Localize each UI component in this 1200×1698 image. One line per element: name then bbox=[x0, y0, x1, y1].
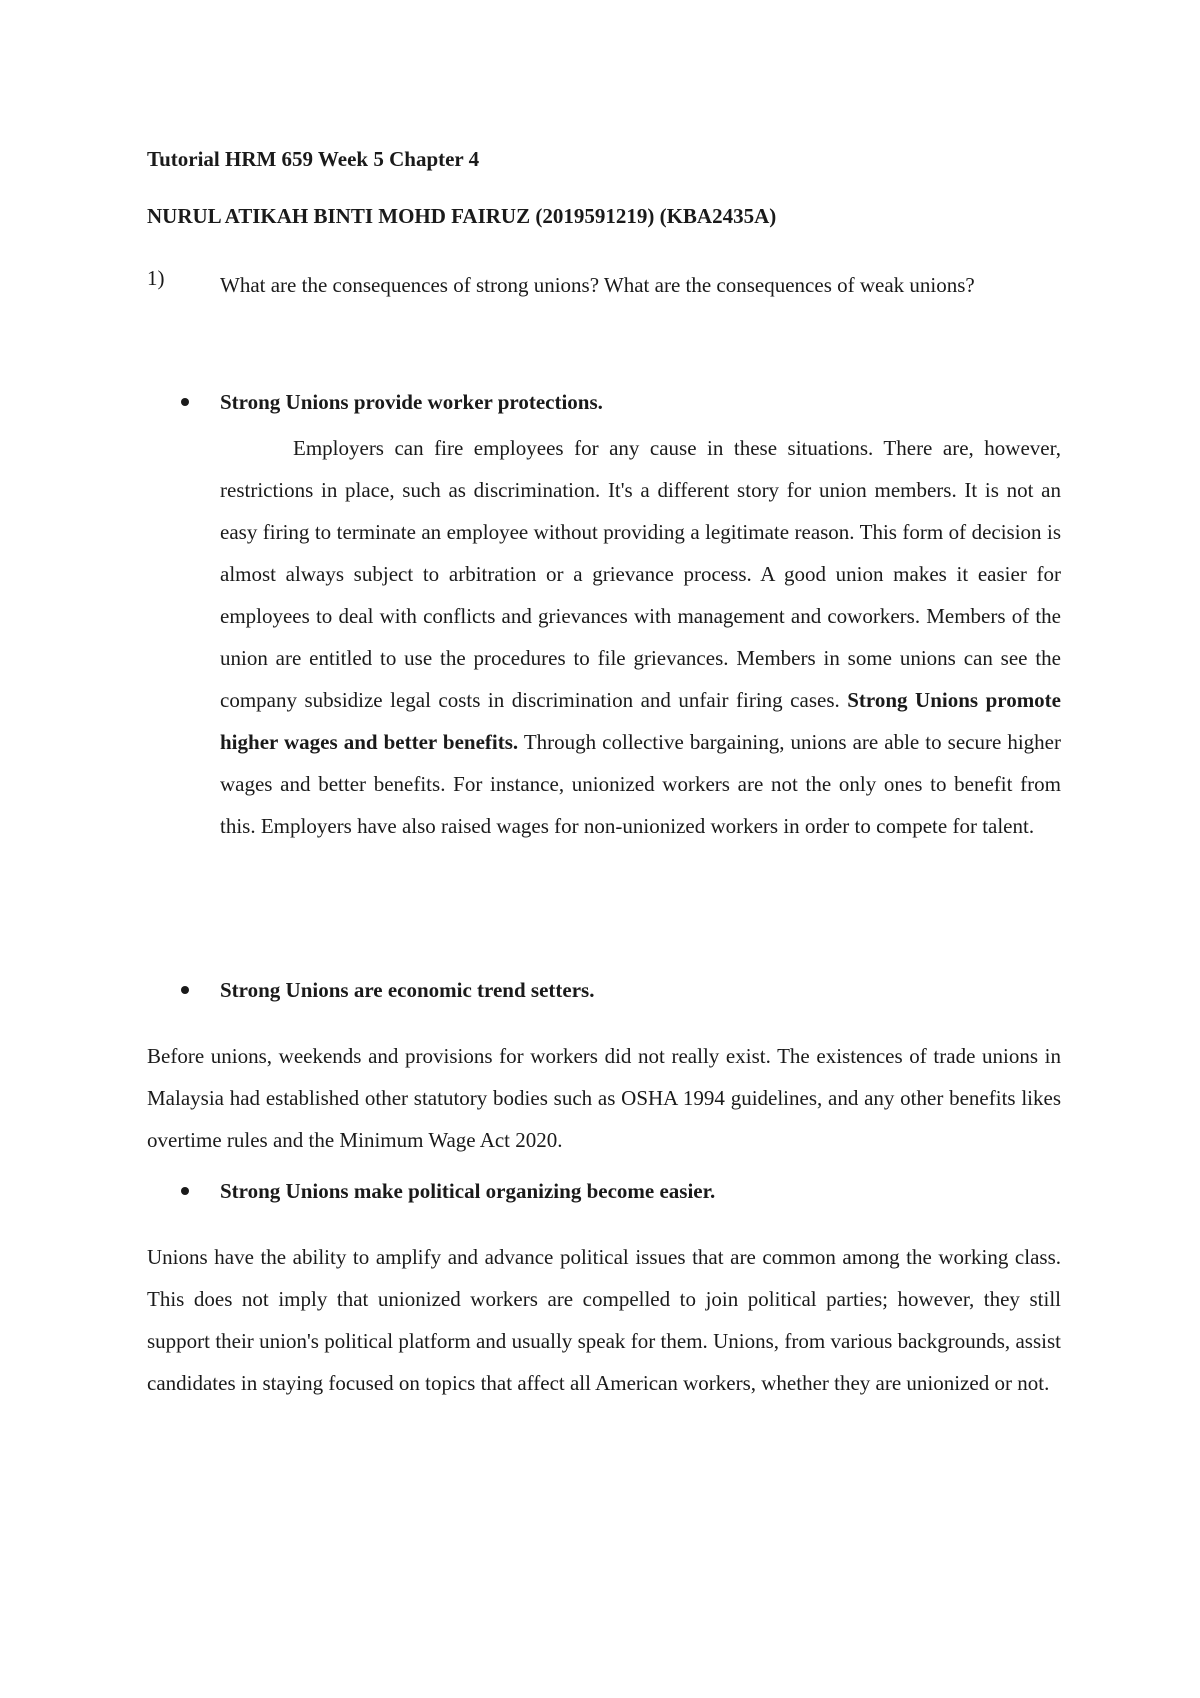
document-title: Tutorial HRM 659 Week 5 Chapter 4 bbox=[147, 147, 480, 171]
question-text: What are the consequences of strong unions? What are the consequences of weak unions? bbox=[220, 273, 975, 297]
section-body-political-organizing: Unions have the ability to amplify and advance political issues that are common among the working class. This does not imply that unionized workers are compelled to join political parties; however, they still support their union's political platform and usually speak for them. Unions, from various backgrounds, assist candidates in staying focused on topics that affect all American workers, whether they are unionized or not. bbox=[147, 1245, 1061, 1395]
section-body-text: Employers can fire employees for any cause in these situations. There are, however, restrictions in place, such as discrimination. It's a different story for union members. It is not an easy firing to terminate an employee without providing a legitimate reason. This form of decision is almost always subject to arbitration or a grievance process. A good union makes it easier for employees to deal with conflicts and grievances with management and coworkers. Members of the union are entitled to use the procedures to file grievances. Members in some unions can see the company subsidize legal costs in discrimination and unfair firing cases. bbox=[220, 436, 1061, 712]
question-number: 1) bbox=[147, 266, 165, 290]
bullet-icon bbox=[181, 398, 189, 406]
section-body-worker-protections bbox=[220, 427, 1061, 847]
section-heading-economic-trend-setters: Strong Unions are economic trend setters. bbox=[220, 978, 595, 1002]
section-heading-political-organizing: Strong Unions make political organizing become easier. bbox=[220, 1179, 716, 1203]
bullet-icon bbox=[181, 986, 189, 994]
author-line: NURUL ATIKAH BINTI MOHD FAIRUZ (2019591219) (KBA2435A) bbox=[147, 204, 777, 228]
bullet-icon bbox=[181, 1187, 189, 1195]
section-body-text: Through collective bargaining, unions are able to secure higher wages and better benefits. For instance, unionized workers are not the only ones to benefit from this. Employers have also raised wages for non-unionized workers in order to compete for talent. bbox=[220, 730, 1061, 838]
inline-bold-heading: Strong Unions promote higher wages and better benefits. bbox=[220, 688, 1061, 754]
section-heading-worker-protections: Strong Unions provide worker protections. bbox=[220, 390, 603, 414]
section-body-economic-trend-setters: Before unions, weekends and provisions for workers did not really exist. The existences of trade unions in Malaysia had established other statutory bodies such as OSHA 1994 guidelines, and any other benefits likes overtime rules and the Minimum Wage Act 2020. bbox=[147, 1044, 1061, 1152]
